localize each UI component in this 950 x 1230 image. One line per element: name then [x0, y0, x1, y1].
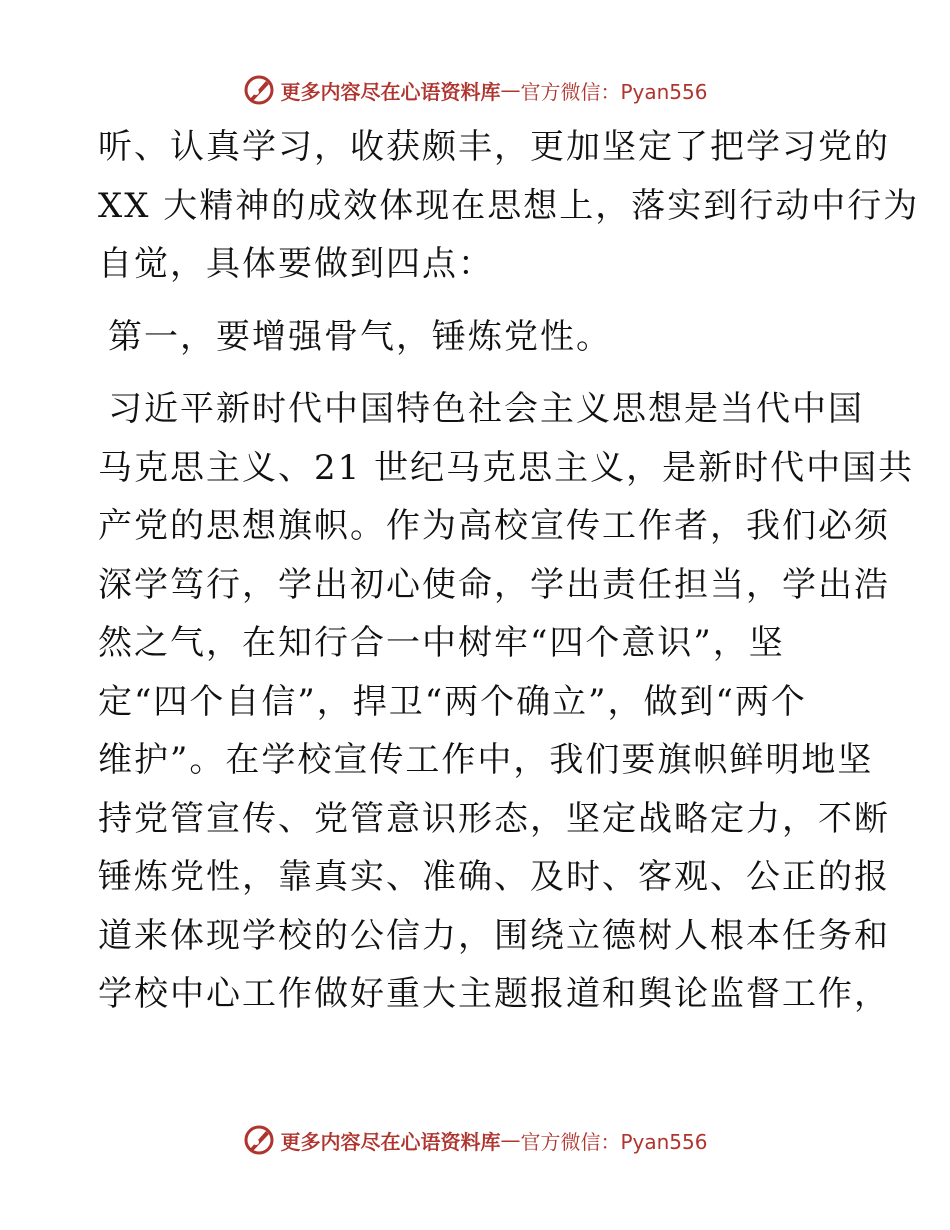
body-line: 自觉，具体要做到四点：	[98, 244, 494, 284]
body-line: 产党的思想旗帜。作为高校宣传工作者，我们必须	[98, 506, 890, 546]
pen-circle-logo-icon	[242, 73, 276, 107]
watermark-site-text: 更多内容尽在心语资料库	[280, 79, 501, 104]
body-line: 然之气，在知行合一中树牢“四个意识”，坚	[98, 623, 785, 663]
body-line: 学校中心工作做好重大主题报道和舆论监督工作，	[98, 974, 890, 1014]
body-line: XX 大精神的成效体现在思想上，落实到行动中行为	[98, 185, 920, 226]
watermark-separator: —	[500, 78, 521, 102]
watermark-site-text: 更多内容尽在心语资料库	[280, 1129, 501, 1154]
watermark-official-text: 官方微信：Pyan556	[520, 79, 708, 104]
pen-circle-logo-icon	[242, 1123, 276, 1157]
body-line: 习近平新时代中国特色社会主义思想是当代中国	[108, 389, 864, 429]
body-line: 马克思主义、21 世纪马克思主义，是新时代中国共	[98, 447, 915, 488]
watermark-header	[0, 70, 950, 110]
body-line: 听、认真学习，收获颇丰，更加坚定了把学习党的	[98, 127, 890, 167]
document-body	[98, 118, 920, 1024]
body-line: 深学笃行，学出初心使命，学出责任担当，学出浩	[98, 564, 890, 605]
body-line: 道来体现学校的公信力，围绕立德树人根本任务和	[98, 915, 890, 956]
body-line: 维护”。在学校宣传工作中，我们要旗帜鲜明地坚	[98, 740, 874, 780]
body-line: 持党管宣传、党管意识形态，坚定战略定力，不断	[98, 798, 890, 839]
watermark-official-text: 官方微信：Pyan556	[520, 1129, 708, 1154]
section-heading: 第一，要增强骨气，锤炼党性。	[108, 316, 612, 357]
watermark-footer	[0, 1120, 950, 1160]
body-line: 锤炼党性，靠真实、准确、及时、客观、公正的报	[98, 857, 890, 897]
body-line: 定“四个自信”，捍卫“两个确立”，做到“两个	[98, 681, 807, 722]
watermark-separator: —	[500, 1128, 521, 1152]
